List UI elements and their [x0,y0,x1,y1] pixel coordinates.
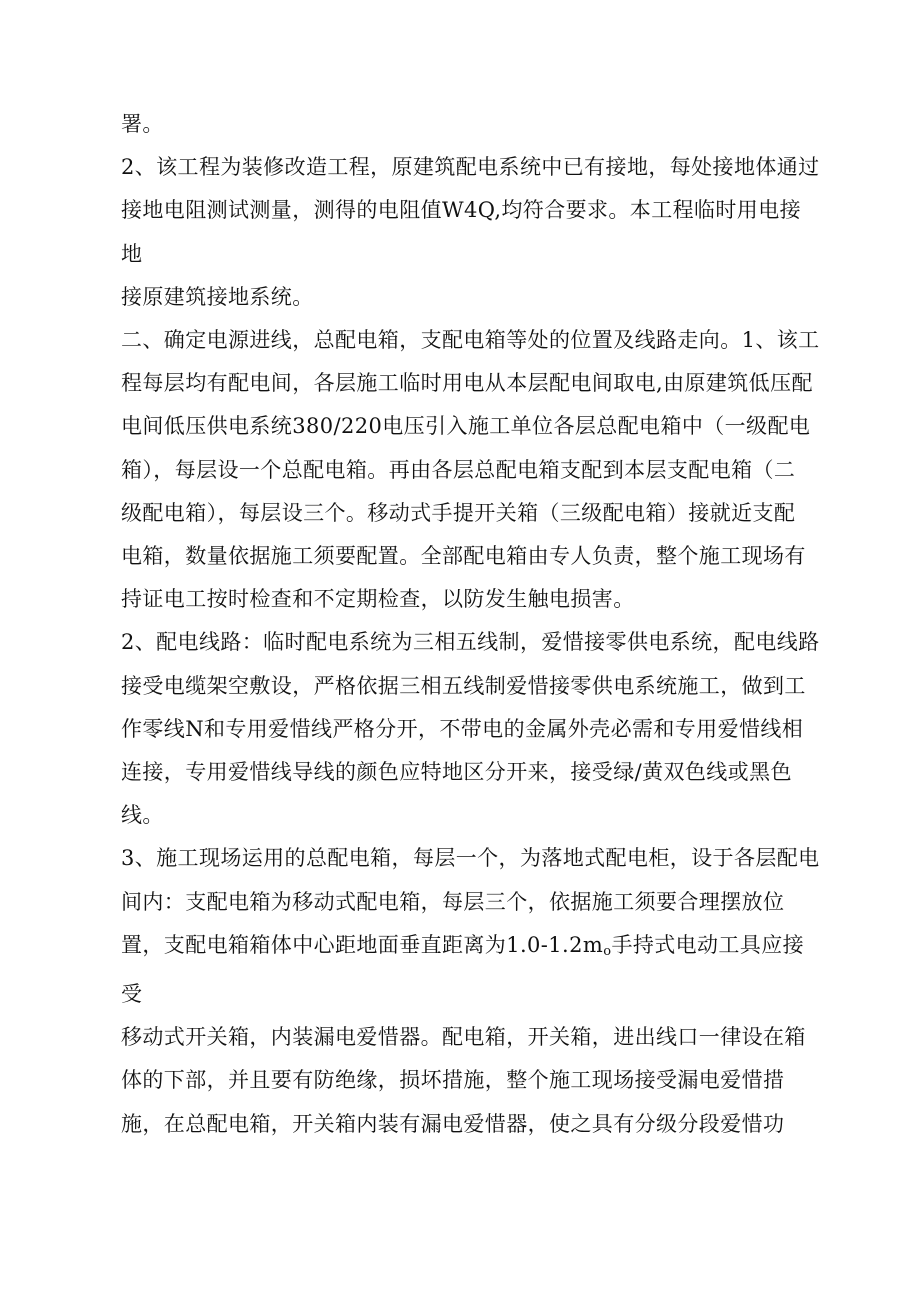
paragraph-distribution-boxes [121,837,821,1145]
paragraph-continuation: 署。 [121,112,164,136]
paragraph-part-2: 手持式电动工具应接受 移动式开关箱，内装漏电爱惜器。配电箱，开关箱，进出线口一律设在箱 体的下部，并且要有防绝缘，损坏措施，整个施工现场接受漏电爱惜措 施，在总配电箱，开关箱内装有漏电爱惜器，使之具有分级分段爱惜功 [121,932,806,1136]
subscript-o: o [603,943,612,959]
paragraph-power-incoming: 二、确定电源进线，总配电箱，支配电箱等处的位置及线路走向。1、该工 程每层均有配电间，各层施工临时用电从本层配电间取电,由原建筑低压配 电间低压供电系统380/220电压引入施工单位各层总配电箱中（一级配电 箱），每层设一个总配电箱。再由各层总配电箱支配到本层支配电箱（二 级配电箱），每层设三个。移动式手提开关箱（三级配电箱）接就近支配 电箱，数量依据施工须要配置。全部配电箱由专人负责，整个施工现场有 持证电工按时检查和不定期检查，以防发生触电损害。 [121,328,820,612]
paragraph-distribution-lines: 2、配电线路：临时配电系统为三相五线制，爱惜接零供电系统，配电线路 接受电缆架空敷设，严格依据三相五线制爱惜接零供电系统施工，做到工 作零线N和专用爱惜线严格分开，不带电的金属外壳必需和专用爱惜线相 连接，专用爱惜线导线的颜色应特地区分开来，接受绿/黄双色线或黑色 线。 [121,630,820,828]
paragraph-grounding: 2、该工程为装修改造工程，原建筑配电系统中已有接地，每处接地体通过 接地电阻测试测量，测得的电阻值W4Q,均符合要求。本工程临时用电接地 接原建筑接地系统。 [121,155,820,309]
body-text [121,103,821,1146]
paragraph-part-1: 3、施工现场运用的总配电箱，每层一个，为落地式配电柜，设于各层配电 间内：支配电箱为移动式配电箱，每层三个，依据施工须要合理摆放位 置，支配电箱箱体中心距地面垂直距离为1.0-1.2m [121,846,820,957]
